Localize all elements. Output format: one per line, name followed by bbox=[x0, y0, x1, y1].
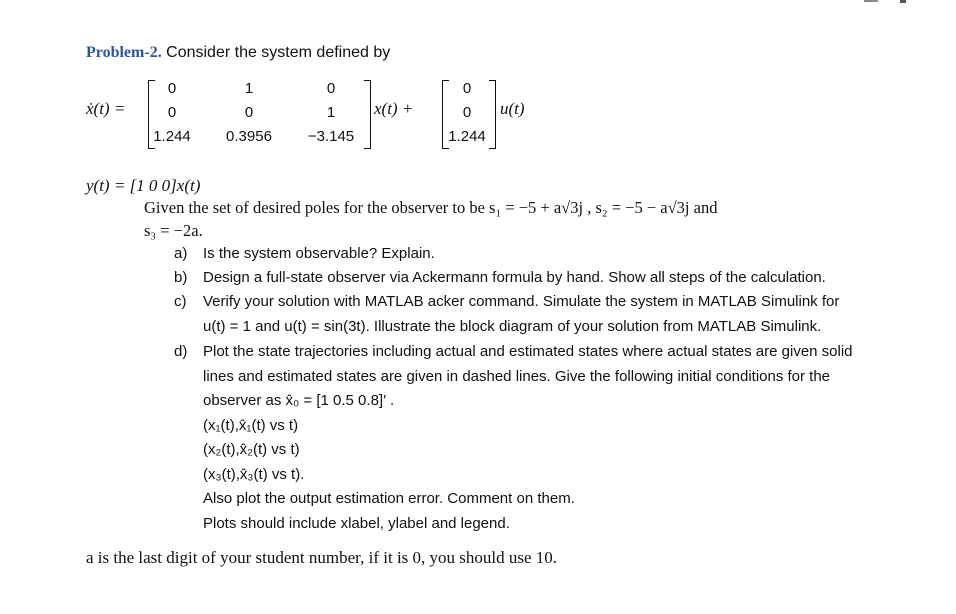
state-derivative-lhs: ẋ(t) = bbox=[86, 99, 126, 118]
output-equation: y(t) = [1 0 0]x(t) bbox=[86, 176, 201, 195]
task-item-line: u(t) = 1 and u(t) = sin(3t). Illustrate the block diagram of your solution from MATLAB Simulink. bbox=[203, 317, 822, 335]
task-item-line: observer as x̂₀ = [1 0.5 0.8]′ . bbox=[203, 392, 395, 409]
footer-note: a is the last digit of your student number, if it is 0, you should use 10. bbox=[86, 548, 558, 567]
matrix-a-right-bracket bbox=[364, 80, 371, 149]
matrix-b-cell: 0 bbox=[462, 80, 472, 97]
given-poles-line-2: s₃ = −2a. bbox=[144, 221, 203, 240]
matrix-b-cell: 0 bbox=[462, 104, 472, 121]
task-item-line: (x₂(t),x̂₂(t) vs t) bbox=[203, 441, 300, 458]
task-item-line: Verify your solution with MATLAB acker command. Simulate the system in MATLAB Simulink for bbox=[203, 293, 840, 310]
task-item-letter: d) bbox=[174, 343, 188, 360]
task-item-line: Also plot the output estimation error. Comment on them. bbox=[203, 490, 575, 507]
task-item-line: Plots should include xlabel, ylabel and legend. bbox=[203, 514, 510, 532]
problem-intro: Consider the system defined by bbox=[166, 44, 391, 61]
problem-heading bbox=[86, 44, 390, 62]
matrix-a-cell: 0 bbox=[326, 80, 336, 97]
task-item-line: lines and estimated states are given in dashed lines. Give the following initial conditions for the bbox=[203, 367, 831, 385]
matrix-a-cell: 0 bbox=[167, 104, 177, 121]
corner-artifact-2 bbox=[900, 0, 906, 3]
task-item-line: Plot the state trajectories including actual and estimated states where actual states are given solid bbox=[203, 343, 853, 360]
matrix-a-cell: 0 bbox=[167, 80, 177, 97]
matrix-a-cell: 0.3956 bbox=[226, 128, 272, 145]
task-item-letter: b) bbox=[174, 269, 188, 286]
task-item-line: (x₃(t),x̂₃(t) vs t). bbox=[203, 465, 305, 483]
state-term: x(t) + bbox=[374, 99, 414, 118]
matrix-b-cell: 1.244 bbox=[448, 128, 486, 145]
matrix-a-cell: −3.145 bbox=[307, 128, 355, 145]
matrix-a-cell: 1 bbox=[244, 80, 254, 97]
task-item-line: Is the system observable? Explain. bbox=[203, 245, 435, 262]
task-item-line: Design a full-state observer via Ackermann formula by hand. Show all steps of the calculation. bbox=[203, 269, 826, 286]
matrix-a-cell: 1 bbox=[326, 104, 336, 121]
task-item-letter: a) bbox=[174, 245, 188, 262]
corner-artifact bbox=[864, 0, 878, 2]
task-item-letter: c) bbox=[174, 293, 187, 310]
input-term: u(t) bbox=[500, 99, 525, 118]
matrix-a-cell: 1.244 bbox=[153, 128, 191, 145]
problem-number: Problem-2. bbox=[86, 44, 162, 61]
task-item-line: (x₁(t),x̂₁(t) vs t) bbox=[203, 416, 299, 434]
matrix-a-cell: 0 bbox=[244, 104, 254, 121]
given-poles-line-1: Given the set of desired poles for the observer to be s₁ = −5 + a√3j , s₂ = −5 − a√3j and bbox=[144, 198, 718, 217]
